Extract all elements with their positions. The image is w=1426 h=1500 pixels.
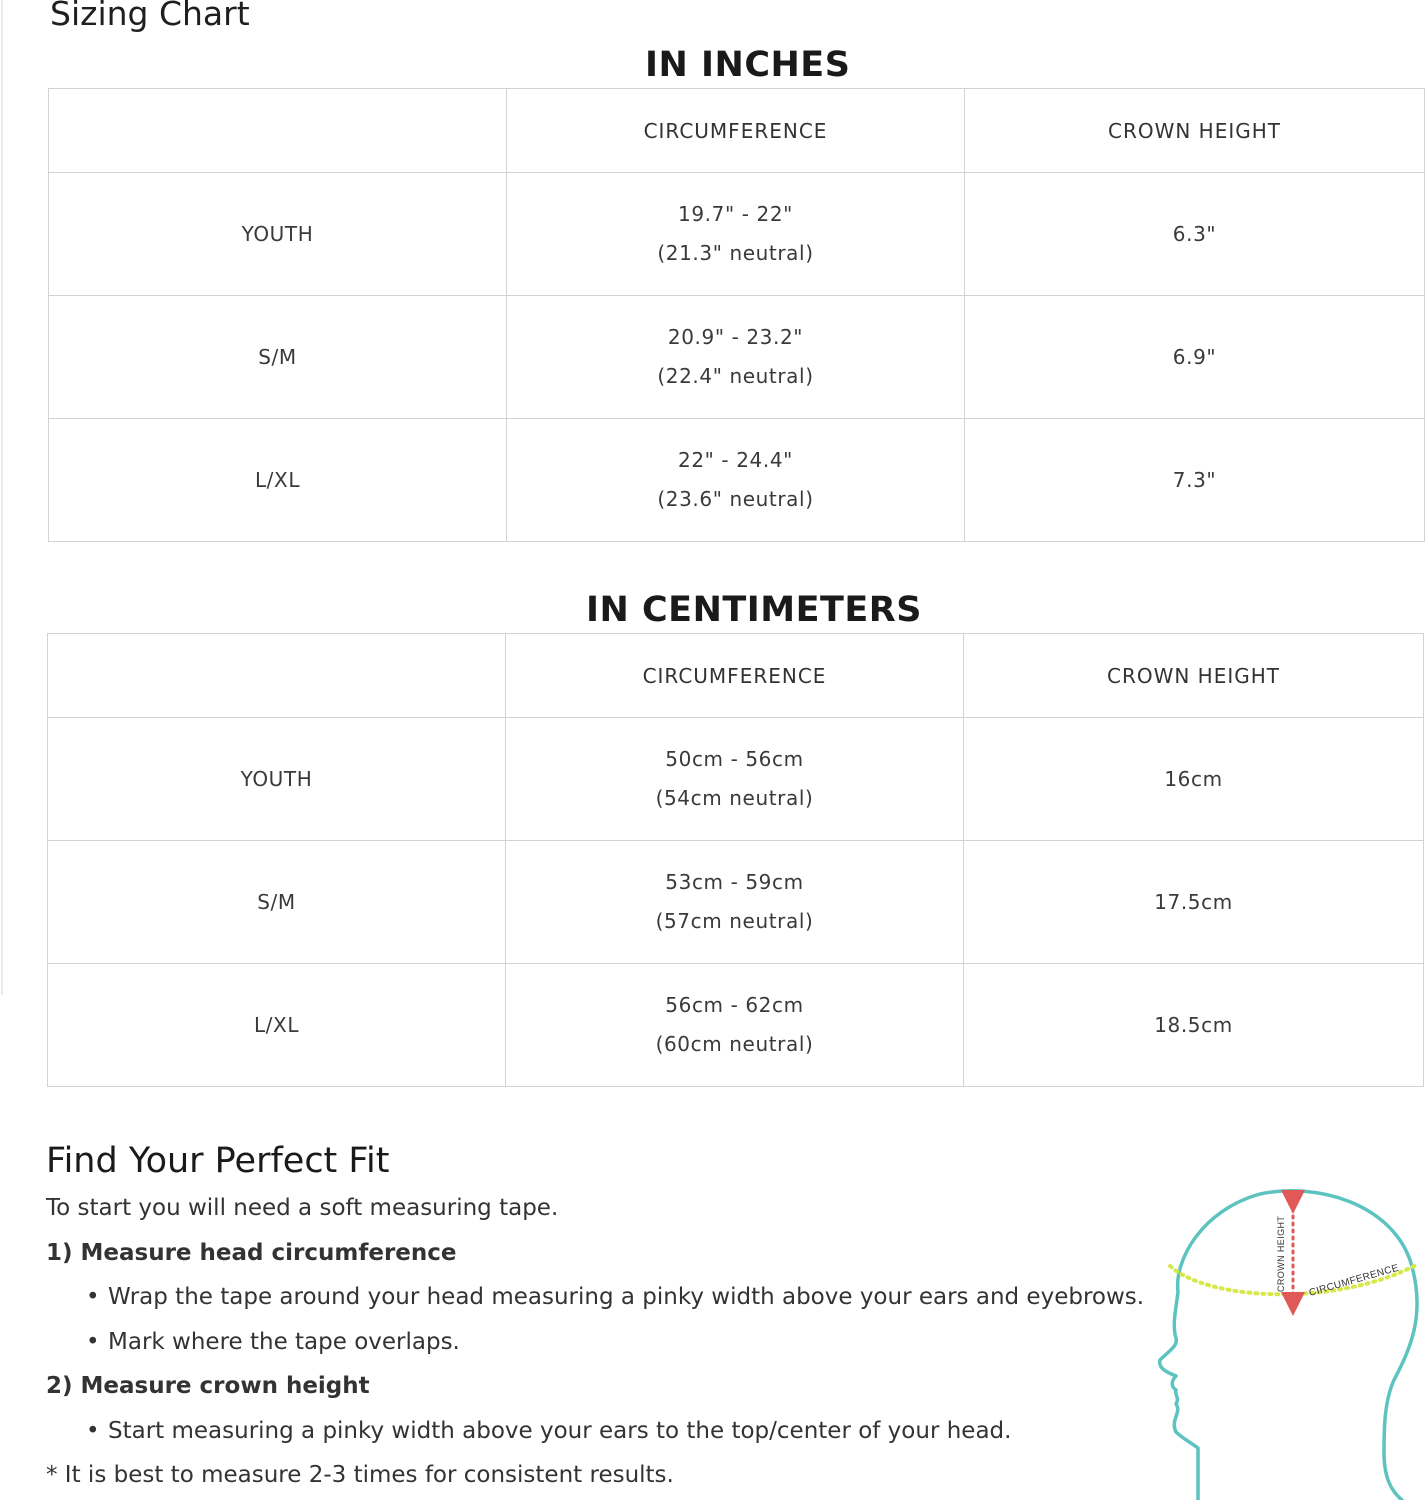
table-header-row bbox=[49, 89, 1425, 173]
table-row-sm bbox=[48, 841, 1424, 964]
step2-title: 2) Measure crown height bbox=[46, 1373, 370, 1399]
circumference-neutral: (21.3" neutral) bbox=[657, 241, 814, 265]
header-cell-circumference: CIRCUMFERENCE bbox=[506, 634, 964, 718]
step1-title: 1) Measure head circumference bbox=[46, 1240, 457, 1266]
step1-bullet-2 bbox=[86, 1329, 460, 1355]
fit-intro-text: To start you will need a soft measuring tape. bbox=[46, 1195, 559, 1221]
circumference-range: 20.9" - 23.2" bbox=[667, 325, 804, 349]
circumference-neutral: (60cm neutral) bbox=[655, 1032, 814, 1056]
bullet-text: Mark where the tape overlaps. bbox=[108, 1329, 460, 1355]
bullet-text: Wrap the tape around your head measuring a pinky width above your ears and eyebrows. bbox=[108, 1284, 1145, 1310]
step1-bullet-1 bbox=[86, 1284, 1144, 1310]
head-measurement-diagram bbox=[1140, 1180, 1426, 1500]
inches-heading: IN INCHES bbox=[645, 45, 851, 85]
table-row-sm bbox=[49, 296, 1425, 419]
circumference-range: 22" - 24.4" bbox=[678, 448, 793, 472]
step2-bullet-1 bbox=[86, 1418, 1011, 1444]
inches-table bbox=[48, 88, 1425, 542]
circumference-range: 50cm - 56cm bbox=[665, 747, 804, 771]
page-left-border bbox=[1, 0, 3, 995]
circumference-label: CIRCUMFERENCE bbox=[1307, 1262, 1401, 1299]
circumference-cell bbox=[507, 173, 965, 296]
circumference-range: 53cm - 59cm bbox=[665, 870, 804, 894]
header-cell-empty bbox=[49, 89, 507, 173]
fit-note: * It is best to measure 2-3 times for consistent results. bbox=[46, 1462, 674, 1488]
crown-height-cell: 17.5cm bbox=[964, 841, 1424, 964]
table-row-lxl bbox=[49, 419, 1425, 542]
header-cell-empty bbox=[48, 634, 506, 718]
crown-height-cell: 7.3" bbox=[965, 419, 1425, 542]
crown-height-cell: 18.5cm bbox=[964, 964, 1424, 1087]
circumference-cell bbox=[507, 419, 965, 542]
crown-height-cell: 6.3" bbox=[965, 173, 1425, 296]
size-label: L/XL bbox=[48, 964, 506, 1087]
circumference-cell bbox=[506, 841, 964, 964]
header-cell-crown-height: CROWN HEIGHT bbox=[965, 89, 1425, 173]
circumference-neutral: (22.4" neutral) bbox=[657, 364, 814, 388]
fit-guide-title: Find Your Perfect Fit bbox=[46, 1141, 390, 1181]
table-row-youth bbox=[49, 173, 1425, 296]
circumference-neutral: (54cm neutral) bbox=[655, 786, 814, 810]
size-label: YOUTH bbox=[49, 173, 507, 296]
bullet-text: Start measuring a pinky width above your ears to the top/center of your head. bbox=[108, 1418, 1012, 1444]
size-label: YOUTH bbox=[48, 718, 506, 841]
table-header-row bbox=[48, 634, 1424, 718]
centimeters-table bbox=[47, 633, 1424, 1087]
page-title: Sizing Chart bbox=[50, 0, 250, 33]
size-label: S/M bbox=[49, 296, 507, 419]
circumference-cell bbox=[507, 296, 965, 419]
size-label: S/M bbox=[48, 841, 506, 964]
crown-height-cell: 6.9" bbox=[965, 296, 1425, 419]
crown-height-label: CROWN HEIGHT bbox=[1276, 1215, 1286, 1292]
circumference-range: 19.7" - 22" bbox=[678, 202, 793, 226]
header-cell-crown-height: CROWN HEIGHT bbox=[964, 634, 1424, 718]
head-profile-outline bbox=[1160, 1191, 1417, 1500]
bullet-dot-icon: • bbox=[86, 1284, 100, 1310]
bullet-dot-icon: • bbox=[86, 1418, 100, 1444]
bullet-dot-icon: • bbox=[86, 1329, 100, 1355]
table-row-youth bbox=[48, 718, 1424, 841]
circumference-cell bbox=[506, 964, 964, 1087]
centimeters-heading: IN CENTIMETERS bbox=[586, 590, 922, 630]
circumference-neutral: (23.6" neutral) bbox=[657, 487, 814, 511]
circumference-range: 56cm - 62cm bbox=[665, 993, 804, 1017]
crown-height-cell: 16cm bbox=[964, 718, 1424, 841]
circumference-neutral: (57cm neutral) bbox=[655, 909, 814, 933]
circumference-cell bbox=[506, 718, 964, 841]
table-row-lxl bbox=[48, 964, 1424, 1087]
header-cell-circumference: CIRCUMFERENCE bbox=[507, 89, 965, 173]
size-label: L/XL bbox=[49, 419, 507, 542]
